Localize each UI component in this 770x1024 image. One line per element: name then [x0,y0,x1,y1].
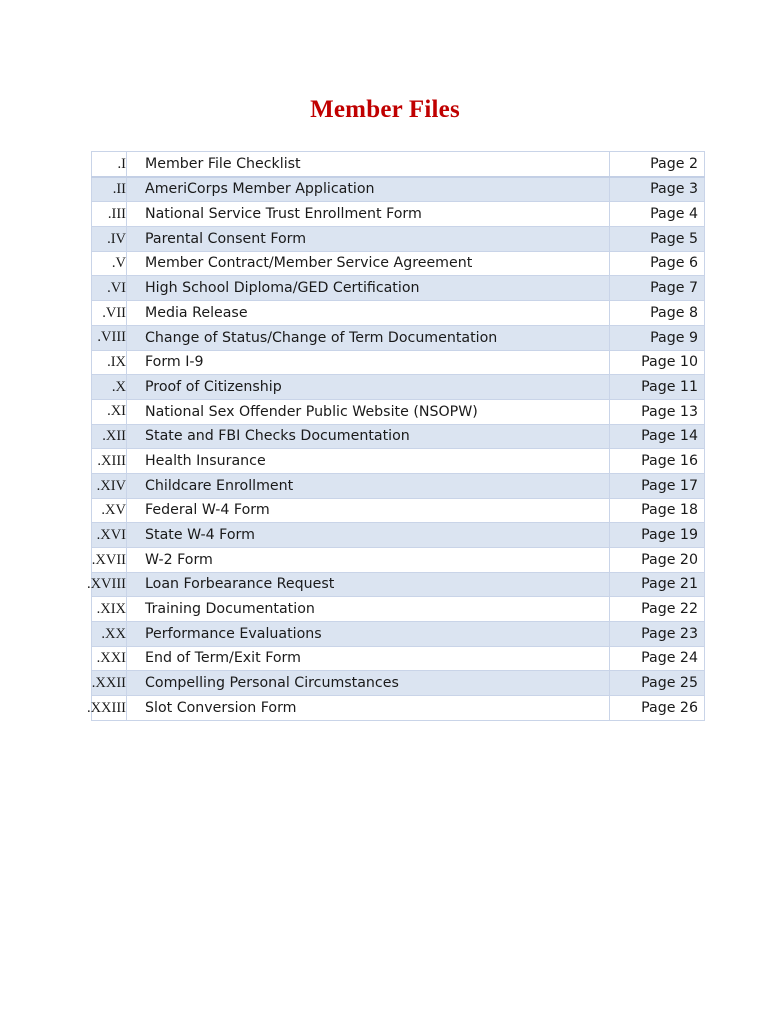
row-page: Page 3 [610,177,705,202]
row-page: Page 24 [610,646,705,671]
row-title: National Sex Offender Public Website (NSOPW) [127,399,610,424]
row-title: Form I-9 [127,350,610,375]
row-number: VI. [92,276,127,301]
row-number: XXIII. [92,696,127,721]
row-title: State W-4 Form [127,523,610,548]
row-title: Parental Consent Form [127,227,610,252]
row-number: XI. [92,399,127,424]
row-page: Page 13 [610,399,705,424]
row-number: XVIII. [92,572,127,597]
row-page: Page 10 [610,350,705,375]
row-page: Page 9 [610,325,705,350]
table-row [92,152,705,177]
row-number: III. [92,202,127,227]
table-row [92,473,705,498]
table-row [92,572,705,597]
row-number: XIX. [92,597,127,622]
row-title: Training Documentation [127,597,610,622]
row-title: Member File Checklist [127,152,610,177]
row-title: Member Contract/Member Service Agreement [127,251,610,276]
row-number: XXII. [92,671,127,696]
row-title: National Service Trust Enrollment Form [127,202,610,227]
table-of-contents [86,151,705,721]
table-row [92,375,705,400]
table-row [92,202,705,227]
row-page: Page 4 [610,202,705,227]
row-number: X. [92,375,127,400]
row-number: XXI. [92,646,127,671]
row-title: Slot Conversion Form [127,696,610,721]
row-title: High School Diploma/GED Certification [127,276,610,301]
row-page: Page 11 [610,375,705,400]
table-row [92,498,705,523]
table-row [92,548,705,573]
row-title: Federal W-4 Form [127,498,610,523]
table-row [92,251,705,276]
row-number: XVI. [92,523,127,548]
table-row [92,424,705,449]
row-title: Media Release [127,301,610,326]
table-row [92,276,705,301]
table-row [92,227,705,252]
table-row [92,449,705,474]
table-row [92,671,705,696]
row-page: Page 21 [610,572,705,597]
row-title: Change of Status/Change of Term Documentation [127,325,610,350]
table-row [92,301,705,326]
row-page: Page 25 [610,671,705,696]
row-page: Page 16 [610,449,705,474]
row-page: Page 22 [610,597,705,622]
row-title: AmeriCorps Member Application [127,177,610,202]
row-title: W-2 Form [127,548,610,573]
table-row [92,399,705,424]
row-number: IV. [92,227,127,252]
row-number: II. [92,177,127,202]
page-title: Member Files [310,96,460,123]
row-page: Page 18 [610,498,705,523]
table-row [92,177,705,202]
row-title: Childcare Enrollment [127,473,610,498]
row-title: Proof of Citizenship [127,375,610,400]
row-number: XIII. [92,449,127,474]
row-title: Health Insurance [127,449,610,474]
row-page: Page 20 [610,548,705,573]
row-number: IX. [92,350,127,375]
table-row [92,622,705,647]
table-row [92,696,705,721]
table-row [92,646,705,671]
row-number: V. [92,251,127,276]
row-title: Compelling Personal Circumstances [127,671,610,696]
row-number: XII. [92,424,127,449]
row-page: Page 2 [610,152,705,177]
row-page: Page 17 [610,473,705,498]
table-row [92,325,705,350]
row-number: XV. [92,498,127,523]
row-number: VIII. [92,325,127,350]
row-page: Page 7 [610,276,705,301]
table-row [92,523,705,548]
table-row [92,350,705,375]
row-page: Page 19 [610,523,705,548]
table-row [92,597,705,622]
row-title: Performance Evaluations [127,622,610,647]
row-number: I. [92,152,127,177]
row-title: End of Term/Exit Form [127,646,610,671]
row-title: Loan Forbearance Request [127,572,610,597]
row-number: XX. [92,622,127,647]
row-title: State and FBI Checks Documentation [127,424,610,449]
row-page: Page 6 [610,251,705,276]
row-page: Page 26 [610,696,705,721]
toc-body [86,152,705,721]
row-page: Page 14 [610,424,705,449]
row-page: Page 23 [610,622,705,647]
row-page: Page 5 [610,227,705,252]
row-number: XIV. [92,473,127,498]
row-number: XVII. [92,548,127,573]
row-number: VII. [92,301,127,326]
row-page: Page 8 [610,301,705,326]
